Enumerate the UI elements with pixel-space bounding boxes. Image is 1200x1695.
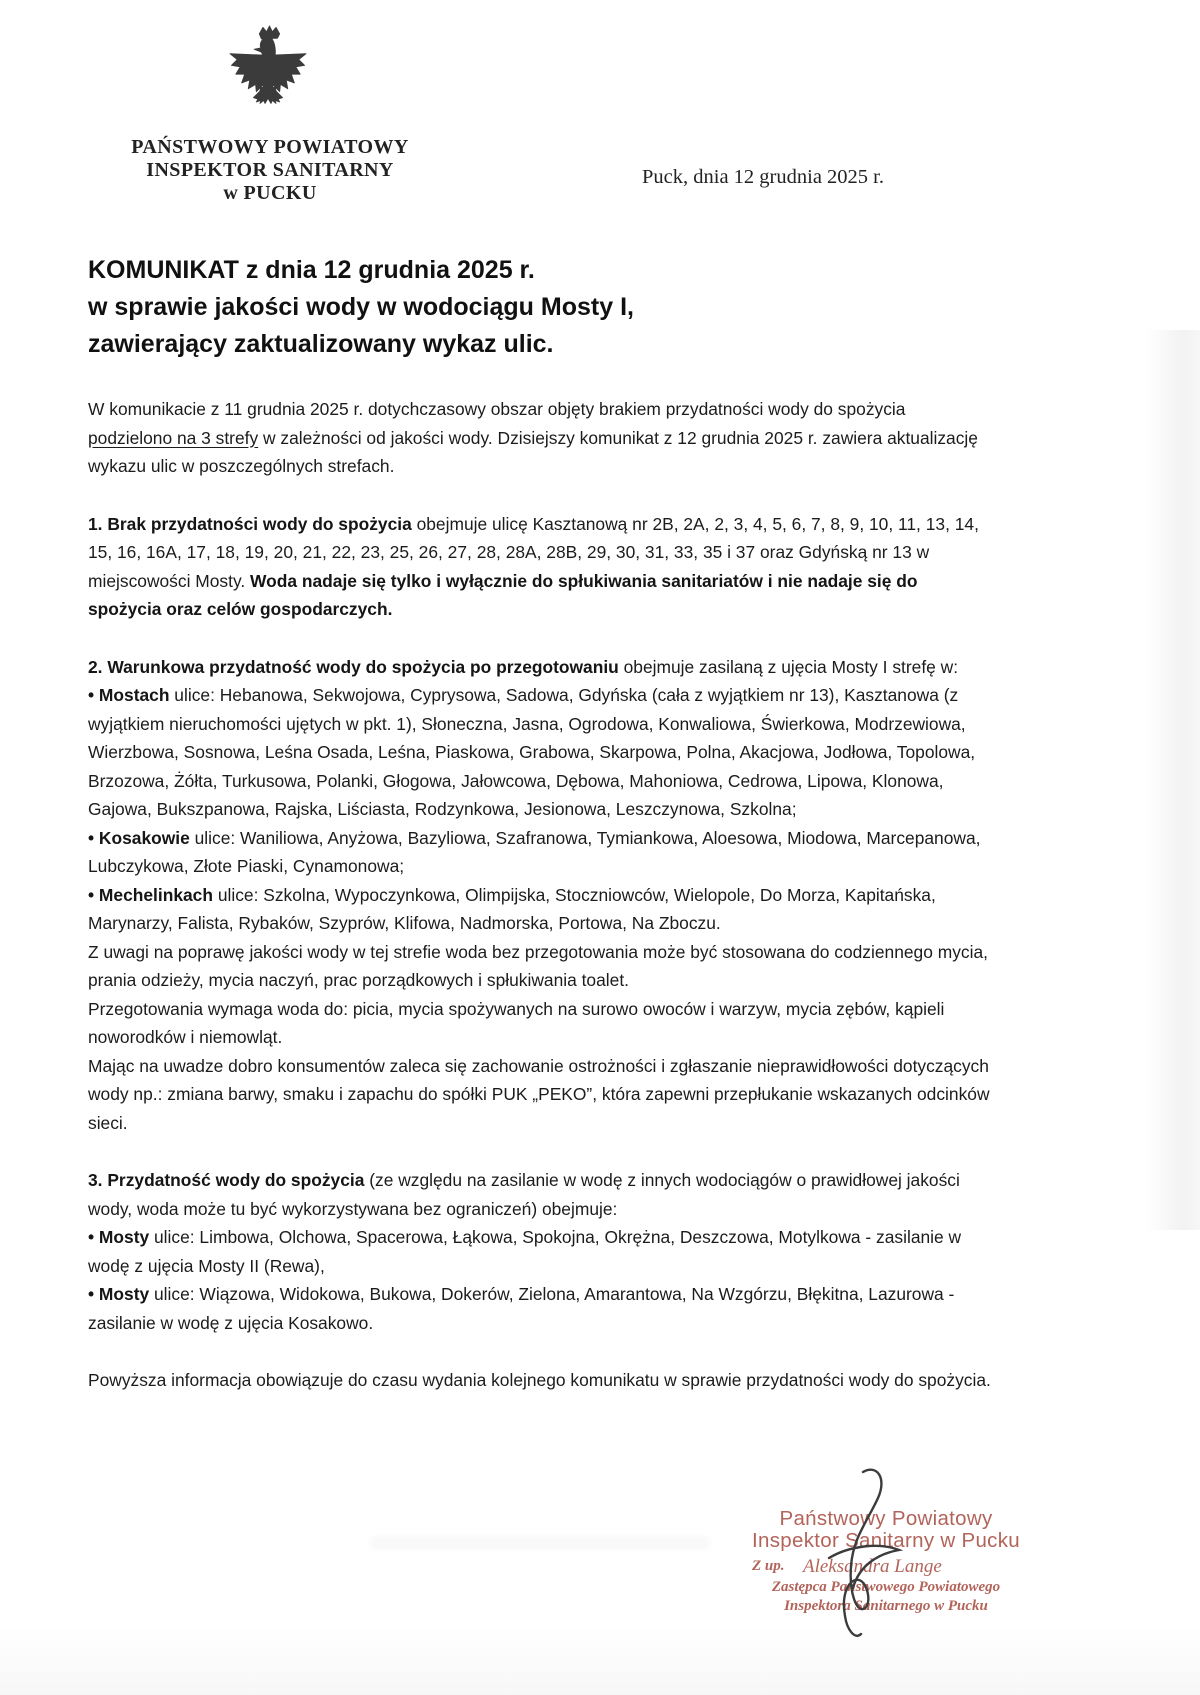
title-line-3: zawierający zaktualizowany wykaz ulic. [88, 330, 554, 358]
scan-shadow-bottom-edge [0, 1625, 1200, 1695]
section-3-bullet-mosty-rewa [88, 1223, 994, 1280]
bullet-text-mosty-1: ulice: Limbowa, Olchowa, Spacerowa, Łąkowa, Spokojna, Okrężna, Deszczowa, Motylkowa - zasilanie w wodę z ujęcia Mosty II (Rewa), [88, 1227, 962, 1276]
stamp-signatory-name: Aleksandra Lange [802, 1556, 942, 1577]
document-title [88, 252, 994, 363]
document-body [88, 252, 994, 1395]
intro-paragraph [88, 395, 994, 481]
section-1-paragraph [88, 510, 994, 624]
intro-underlined-phrase: podzielono na 3 strefy [88, 427, 259, 448]
scan-shadow-right-edge [1145, 330, 1200, 1230]
section-2-note-reporting: Mając na uwadze dobro konsumentów zaleca się zachowanie ostrożności i zgłaszanie nieprawidłowości dotyczących wody np.: zmiana barwy, smaku i zapachu do spółki PUK „PEKO”, która zapewni przepłukanie wskazanych odcinków sieci. [88, 1055, 990, 1133]
section-2-bullet-mechelinkach [88, 881, 994, 938]
scan-smudge [370, 1536, 710, 1550]
section-2-note-boiling: Przegotowania wymaga woda do: picia, mycia spożywanych na surowo owoców i warzyw, mycia zębów, kąpieli noworodków i niemowląt. [88, 998, 945, 1047]
section-3-heading-paragraph [88, 1166, 994, 1223]
section-2-text: obejmuje zasilaną z ujęcia Mosty I strefę w: [618, 656, 959, 677]
bullet-lead-mechelinkach: • Mechelinkach [88, 884, 213, 905]
section-2-bullet-mostach [88, 681, 994, 824]
stamp-title-line-1: Zastępca Państwowego Powiatowego [771, 1579, 1001, 1595]
bullet-text-mechelinkach: ulice: Szkolna, Wypoczynkowa, Olimpijska, Stoczniowców, Wielopole, Do Morza, Kapitańska, Marynarzy, Falista, Rybaków, Szyprów, Klifowa, Nadmorska, Portowa, Na Zboczu. [88, 884, 936, 933]
place-and-date: Puck, dnia 12 grudnia 2025 r. [642, 166, 884, 188]
bullet-lead-mosty-2: • Mosty [88, 1284, 150, 1304]
section-3-bullet-mosty-kosakowo [88, 1280, 994, 1337]
intro-run-1: W komunikacie z 11 grudnia 2025 r. dotychczasowy obszar objęty brakiem przydatności wody do spożycia [88, 399, 906, 419]
section-2-heading-paragraph [88, 653, 994, 682]
stamp-office-line-1: Państwowy Powiatowy [779, 1507, 993, 1530]
office-line-1: PAŃSTWOWY POWIATOWY [131, 136, 409, 158]
section-3-text: (ze względu na zasilanie w wodę z innych wodociągów o prawidłowej jakości wody, woda może tu być wykorzystywana bez ograniczeń) obejmuje: [88, 1170, 960, 1219]
section-1-heading: 1. Brak przydatności wody do spożycia [88, 513, 412, 534]
bullet-lead-kosakowie: • Kosakowie [88, 827, 190, 848]
section-1-text: obejmuje ulicę Kasztanową nr 2B, 2A, 2, 3, 4, 5, 6, 7, 8, 9, 10, 11, 13, 14, 15, 16, 16A, 17, 18, 19, 20, 21, 22, 23, 25, 26, 27, 28, 28A, 28B, 29, 30, 31, 33, 35 i 37 oraz Gdyńską nr 13 w miejscowości Mosty. [88, 513, 979, 591]
stamp-title-line-2: Inspektora Sanitarnego w Pucku [784, 1598, 988, 1614]
bullet-text-mostach: ulice: Hebanowa, Sekwojowa, Cyprysowa, Sadowa, Gdyńska (cała z wyjątkiem nr 13), Kasztanowa (z wyjątkiem nieruchomości ujętych w pkt. 1), Słoneczna, Jasna, Ogrodowa, Konwaliowa, Świerkowa, Modrzewiowa, Wierzbowa, Sosnowa, Leśna Osada, Leśna, Piaskowa, Grabowa, Skarpowa, Polna, Akacjowa, Jodłowa, Topolowa, Brzozowa, Żółta, Turkusowa, Polanki, Głogowa, Jałowcowa, Dębowa, Mahoniowa, Cedrowa, Lipowa, Klonowa, Gajowa, Bukszpanowa, Rajska, Liściasta, Rodzynkowa, Jesionowa, Leszczynowa, Szkolna; [88, 685, 976, 819]
intro-run-3: w zależności od jakości wody. Dzisiejszy komunikat z 12 grudnia 2025 r. zawiera aktualizację wykazu ulic w poszczególnych strefach. [88, 427, 978, 476]
section-3-heading: 3. Przydatność wody do spożycia [88, 1170, 365, 1190]
polish-eagle-emblem [224, 22, 312, 122]
section-2-bullet-kosakowie [88, 824, 994, 881]
title-line-2: w sprawie jakości wody w wodociągu Mosty I, [88, 293, 634, 321]
section-2-heading: 2. Warunkowa przydatność wody do spożycia po przegotowaniu [88, 656, 619, 677]
issuing-office-block [95, 136, 445, 205]
closing-paragraph: Powyższa informacja obowiązuje do czasu wydania kolejnego komunikatu w sprawie przydatności wody do spożycia. [88, 1370, 991, 1390]
handwritten-signature [796, 1462, 926, 1662]
stamp-office-line-2: Inspektor Sanitarny w Pucku [752, 1529, 1020, 1552]
section-1-emphasis: Woda nadaje się tylko i wyłącznie do spłukiwania sanitariatów i nie nadaje się do spożycia oraz celów gospodarczych. [88, 570, 918, 619]
bullet-lead-mosty-1: • Mosty [88, 1227, 150, 1247]
stamp-zup-label: Z up. [752, 1558, 785, 1574]
title-line-1: KOMUNIKAT z dnia 12 grudnia 2025 r. [88, 256, 535, 284]
office-line-3: w PUCKU [223, 182, 317, 204]
section-2-note-usage: Z uwagi na poprawę jakości wody w tej strefie woda bez przegotowania może być stosowana do codziennego mycia, prania odzieży, mycia naczyń, prac porządkowych i spłukiwania toalet. [88, 941, 988, 990]
bullet-lead-mostach: • Mostach [88, 685, 170, 705]
bullet-text-kosakowie: ulice: Waniliowa, Anyżowa, Bazyliowa, Szafranowa, Tymiankowa, Aloesowa, Miodowa, Marcepanowa, Lubczykowa, Złote Piaski, Cynamonowa; [88, 827, 981, 876]
office-line-2: INSPEKTOR SANITARNY [146, 159, 394, 181]
bullet-text-mosty-2: ulice: Wiązowa, Widokowa, Bukowa, Dokerów, Zielona, Amarantowa, Na Wzgórzu, Błękitna, Lazurowa - zasilanie w wodę z ujęcia Kosakowo. [88, 1284, 955, 1333]
